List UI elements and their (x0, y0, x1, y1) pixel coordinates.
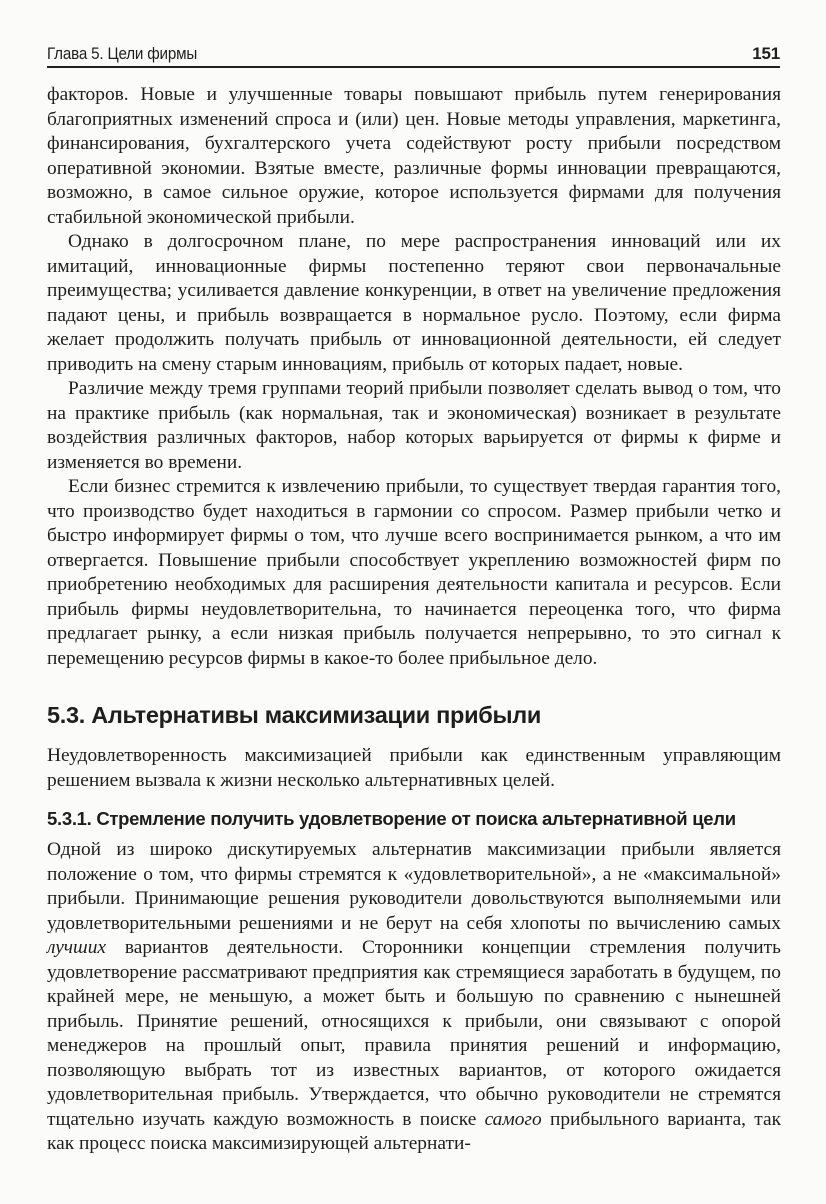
paragraph-4: Если бизнес стремится к извлечению прибыли, то существует твердая гарантия того, что производство будет находиться в гармонии со спросом. Размер прибыли четко и быстро информирует фирмы о том, что лучше всего воспринимается рынком, а что им отвергается. Повышение прибыли способствует укреплению возможностей фирм по приобретению необходимых для расширения деятельности капитала и ресурсов. Если прибыль фирмы неудовлетворительна, то начинается переоценка того, что фирма предлагает рынку, а если низкая прибыль получается непрерывно, то это сигнал к перемещению ресурсов фирмы в какое-то более прибыльное дело. (47, 476, 781, 669)
page-body (47, 83, 781, 1157)
running-header (47, 36, 780, 64)
header-rule (47, 66, 780, 68)
paragraph-1: факторов. Новые и улучшенные товары повышают прибыль путем генерирования благоприятных изменений спроса и (или) цен. Новые методы управления, маркетинга, финансирования, бухгалтерского учета содействуют росту прибыли посредством оперативной экономии. Взятые вместе, различные формы инновации превращаются, возможно, в самое сильное оружие, которое используется фирмами для получения стабильной экономической прибыли. (47, 84, 781, 228)
subsection-heading-5-3-1: 5.3.1. Стремление получить удовлетворение от поиска альтернативной цели (47, 808, 736, 829)
paragraph-2: Однако в долгосрочном плане, по мере распространения инноваций или их имитаций, инновационные фирмы постепенно теряют свои первоначальные преимущества; усиливается давление конкуренции, в ответ на увеличение предложения падают цены, и прибыль возвращается в нормальное русло. Поэтому, если фирма желает продолжить получать прибыль от инновационной деятельности, ей следует приводить на смену старым инновациям, прибыль от которых падает, новые. (47, 231, 781, 375)
italic-emphasis: лучших (47, 937, 106, 958)
italic-emphasis: самого (484, 1108, 542, 1130)
section-5-3-intro: Неудовлетворенность максимизацией прибыли как единственным управляющим решением вызвала к жизни несколько альтернативных целей. (47, 745, 781, 791)
subsection-5-3-1-text (47, 838, 781, 1157)
chapter-title: Глава 5. Цели фирмы (47, 45, 198, 63)
section-heading-5-3: 5.3. Альтернативы максимизации прибыли (47, 702, 542, 728)
text-segment: прибыльного варианта, так как процесс поиска максимизирующей альтернати- (47, 1108, 782, 1154)
page-number: 151 (752, 44, 780, 63)
paragraph-3: Различие между тремя группами теорий прибыли позволяет сделать вывод о том, что на практике прибыль (как нормальная, так и экономическая) возникает в результате воздействия различных факторов, набор которых варьируется от фирмы к фирме и изменяется во времени. (47, 378, 781, 473)
text-segment: вариантов деятельности. Сторонники концепции стремления получить удовлетворение рассматривают предприятия как стремящиеся заработать в будущем, по крайней мере, не меньшую, а может быть и большую по сравнению с нынешней прибыль. Принятие решений, относящихся к прибыли, они связывают с опорой менеджеров на прошлый опыт, правила принятия решений и информацию, позволяющую выбрать тот из известных вариантов, от которого ожидается удовлетворительная прибыль. Утверждается, что обычно руководители не стремятся тщательно изучать каждую возможность в поиске (47, 937, 781, 1130)
text-segment: Одной из широко дискутируемых альтернатив максимизации прибыли является положение о том, что фирмы стремятся к «удовлетворительной», а не «максимальной» прибыли. Принимающие решения руководители довольствуются выполняемыми или удовлетворительными решениями и не берут на себя хлопоты по вычислению самых (47, 839, 781, 934)
